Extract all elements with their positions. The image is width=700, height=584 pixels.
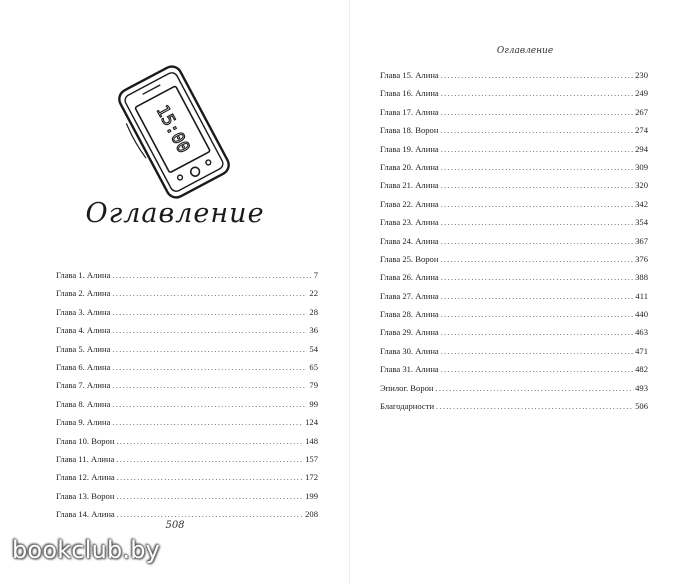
toc-entry bbox=[380, 66, 648, 84]
toc-entry-page: 124 bbox=[305, 417, 318, 428]
toc-entry-title: Глава 28. Алина bbox=[380, 309, 439, 320]
toc-dot-leader bbox=[441, 196, 633, 214]
toc-entry bbox=[380, 84, 648, 102]
right-page bbox=[350, 0, 700, 584]
toc-dot-leader bbox=[116, 488, 303, 506]
toc-dot-leader bbox=[112, 285, 307, 303]
toc-entry-page: 208 bbox=[305, 509, 318, 520]
toc-entry-page: 506 bbox=[635, 401, 648, 412]
toc-dot-leader bbox=[441, 177, 633, 195]
toc-entry-page: 388 bbox=[635, 272, 648, 283]
toc-entry-title: Глава 30. Алина bbox=[380, 345, 439, 356]
toc-dot-leader bbox=[441, 85, 633, 103]
toc-entry-title: Глава 19. Алина bbox=[380, 143, 439, 154]
toc-entry-page: 342 bbox=[635, 198, 648, 209]
toc-entry-title: Глава 16. Алина bbox=[380, 88, 439, 99]
toc-entry bbox=[380, 103, 648, 121]
toc-dot-leader bbox=[116, 433, 303, 451]
table-of-contents-part-2 bbox=[380, 66, 648, 415]
toc-entry bbox=[380, 158, 648, 176]
toc-entry-title: Глава 9. Алина bbox=[56, 417, 111, 428]
toc-dot-leader bbox=[441, 214, 633, 232]
toc-entry bbox=[380, 232, 648, 250]
toc-dot-leader bbox=[441, 324, 633, 342]
toc-dot-leader bbox=[441, 306, 633, 324]
toc-entry-page: 172 bbox=[305, 472, 318, 483]
toc-entry bbox=[380, 176, 648, 194]
toc-dot-leader bbox=[112, 341, 307, 359]
toc-entry-title: Глава 14. Алина bbox=[56, 509, 115, 520]
toc-entry-title: Глава 8. Алина bbox=[56, 398, 111, 409]
toc-entry-title: Глава 21. Алина bbox=[380, 180, 439, 191]
toc-entry-page: 493 bbox=[635, 382, 648, 393]
toc-dot-leader bbox=[112, 304, 307, 322]
toc-entry-title: Эпилог. Ворон bbox=[380, 382, 434, 393]
toc-entry-title: Глава 31. Алина bbox=[380, 364, 439, 375]
clock-text: 15:00 bbox=[151, 102, 194, 157]
toc-entry-title: Глава 4. Алина bbox=[56, 325, 111, 336]
toc-entry-page: 471 bbox=[635, 345, 648, 356]
toc-entry-title: Глава 27. Алина bbox=[380, 290, 439, 301]
toc-entry bbox=[56, 284, 318, 302]
toc-entry-page: 36 bbox=[309, 325, 318, 336]
toc-entry-title: Глава 10. Ворон bbox=[56, 435, 115, 446]
toc-entry-page: 274 bbox=[635, 125, 648, 136]
toc-entry-title: Глава 1. Алина bbox=[56, 270, 111, 280]
toc-entry bbox=[56, 376, 318, 394]
toc-entry-page: 411 bbox=[635, 290, 648, 301]
toc-entry bbox=[380, 323, 648, 341]
toc-entry-page: 463 bbox=[635, 327, 648, 338]
toc-entry-title: Глава 22. Алина bbox=[380, 198, 439, 209]
toc-entry-page: 99 bbox=[309, 398, 318, 409]
toc-entry-page: 79 bbox=[309, 380, 318, 391]
toc-entry bbox=[56, 340, 318, 358]
toc-entry-page: 267 bbox=[635, 106, 648, 117]
toc-dot-leader bbox=[116, 451, 303, 469]
toc-dot-leader bbox=[441, 67, 633, 85]
watermark-text: bookclub.by bbox=[12, 536, 161, 564]
toc-entry-page: 249 bbox=[635, 88, 648, 99]
toc-dot-leader bbox=[112, 414, 303, 432]
toc-dot-leader bbox=[441, 343, 633, 361]
toc-entry-page: 65 bbox=[309, 361, 318, 372]
toc-entry bbox=[56, 303, 318, 321]
toc-dot-leader bbox=[112, 359, 307, 377]
toc-entry-title: Глава 23. Алина bbox=[380, 217, 439, 228]
toc-entry bbox=[56, 450, 318, 468]
toc-dot-leader bbox=[117, 469, 303, 487]
page-title: Оглавление bbox=[85, 198, 265, 229]
toc-dot-leader bbox=[112, 322, 307, 340]
toc-entry-page: 354 bbox=[635, 217, 648, 228]
toc-entry bbox=[380, 342, 648, 360]
toc-entry-page: 294 bbox=[635, 143, 648, 154]
toc-entry bbox=[56, 321, 318, 339]
table-of-contents-part-1 bbox=[56, 266, 318, 523]
toc-entry bbox=[380, 397, 648, 415]
toc-dot-leader bbox=[436, 380, 634, 398]
toc-dot-leader bbox=[441, 269, 633, 287]
toc-entry-title: Глава 17. Алина bbox=[380, 106, 439, 117]
toc-entry-page: 54 bbox=[309, 343, 318, 354]
toc-entry bbox=[56, 266, 318, 284]
toc-entry-page: 28 bbox=[309, 306, 318, 317]
toc-entry-title: Глава 5. Алина bbox=[56, 343, 111, 354]
toc-entry-page: 230 bbox=[635, 70, 648, 80]
toc-entry-page: 148 bbox=[305, 435, 318, 446]
toc-entry-title: Глава 26. Алина bbox=[380, 272, 439, 283]
toc-entry bbox=[380, 305, 648, 323]
toc-entry-title: Глава 12. Алина bbox=[56, 472, 115, 483]
toc-dot-leader bbox=[112, 396, 307, 414]
toc-entry-page: 367 bbox=[635, 235, 648, 246]
toc-entry-title: Глава 24. Алина bbox=[380, 235, 439, 246]
toc-dot-leader bbox=[441, 233, 633, 251]
toc-entry-title: Глава 11. Алина bbox=[56, 453, 115, 464]
toc-entry-page: 22 bbox=[309, 288, 318, 299]
toc-dot-leader bbox=[112, 267, 311, 285]
toc-entry-page: 7 bbox=[313, 270, 318, 280]
toc-entry-page: 199 bbox=[305, 490, 318, 501]
toc-entry-title: Глава 25. Ворон bbox=[380, 253, 439, 264]
toc-entry-title: Глава 29. Алина bbox=[380, 327, 439, 338]
toc-entry bbox=[380, 195, 648, 213]
toc-entry-title: Глава 13. Ворон bbox=[56, 490, 115, 501]
toc-entry-page: 157 bbox=[305, 453, 318, 464]
toc-entry bbox=[56, 432, 318, 450]
toc-entry-page: 309 bbox=[635, 161, 648, 172]
toc-entry-title: Глава 3. Алина bbox=[56, 306, 111, 317]
toc-entry-page: 376 bbox=[635, 253, 648, 264]
toc-dot-leader bbox=[441, 288, 634, 306]
toc-entry-page: 482 bbox=[635, 364, 648, 375]
toc-entry bbox=[380, 121, 648, 139]
toc-entry-title: Глава 15. Алина bbox=[380, 70, 439, 80]
smartphone-icon bbox=[104, 62, 244, 202]
toc-dot-leader bbox=[112, 377, 307, 395]
toc-entry-title: Глава 20. Алина bbox=[380, 161, 439, 172]
toc-entry-title: Глава 18. Ворон bbox=[380, 125, 439, 136]
toc-entry bbox=[56, 413, 318, 431]
running-head: Оглавление bbox=[496, 46, 554, 56]
toc-entry bbox=[380, 360, 648, 378]
toc-dot-leader bbox=[441, 104, 633, 122]
toc-dot-leader bbox=[441, 159, 633, 177]
toc-entry bbox=[380, 268, 648, 286]
toc-entry-title: Глава 7. Алина bbox=[56, 380, 111, 391]
toc-entry bbox=[380, 213, 648, 231]
toc-entry-title: Глава 2. Алина bbox=[56, 288, 111, 299]
toc-entry bbox=[380, 140, 648, 158]
toc-entry-title: Благодарности bbox=[380, 401, 435, 412]
toc-entry bbox=[380, 379, 648, 397]
toc-entry bbox=[380, 287, 648, 305]
toc-dot-leader bbox=[441, 361, 633, 379]
toc-entry bbox=[56, 487, 318, 505]
toc-dot-leader bbox=[440, 122, 633, 140]
toc-entry-page: 320 bbox=[635, 180, 648, 191]
toc-dot-leader bbox=[440, 251, 633, 269]
toc-entry-page: 440 bbox=[635, 309, 648, 320]
toc-entry bbox=[56, 468, 318, 486]
page-number: 508 bbox=[165, 520, 185, 531]
toc-entry bbox=[380, 250, 648, 268]
toc-entry bbox=[56, 358, 318, 376]
toc-dot-leader bbox=[441, 141, 633, 159]
toc-entry-title: Глава 6. Алина bbox=[56, 361, 111, 372]
toc-dot-leader bbox=[436, 398, 633, 416]
toc-entry bbox=[56, 395, 318, 413]
